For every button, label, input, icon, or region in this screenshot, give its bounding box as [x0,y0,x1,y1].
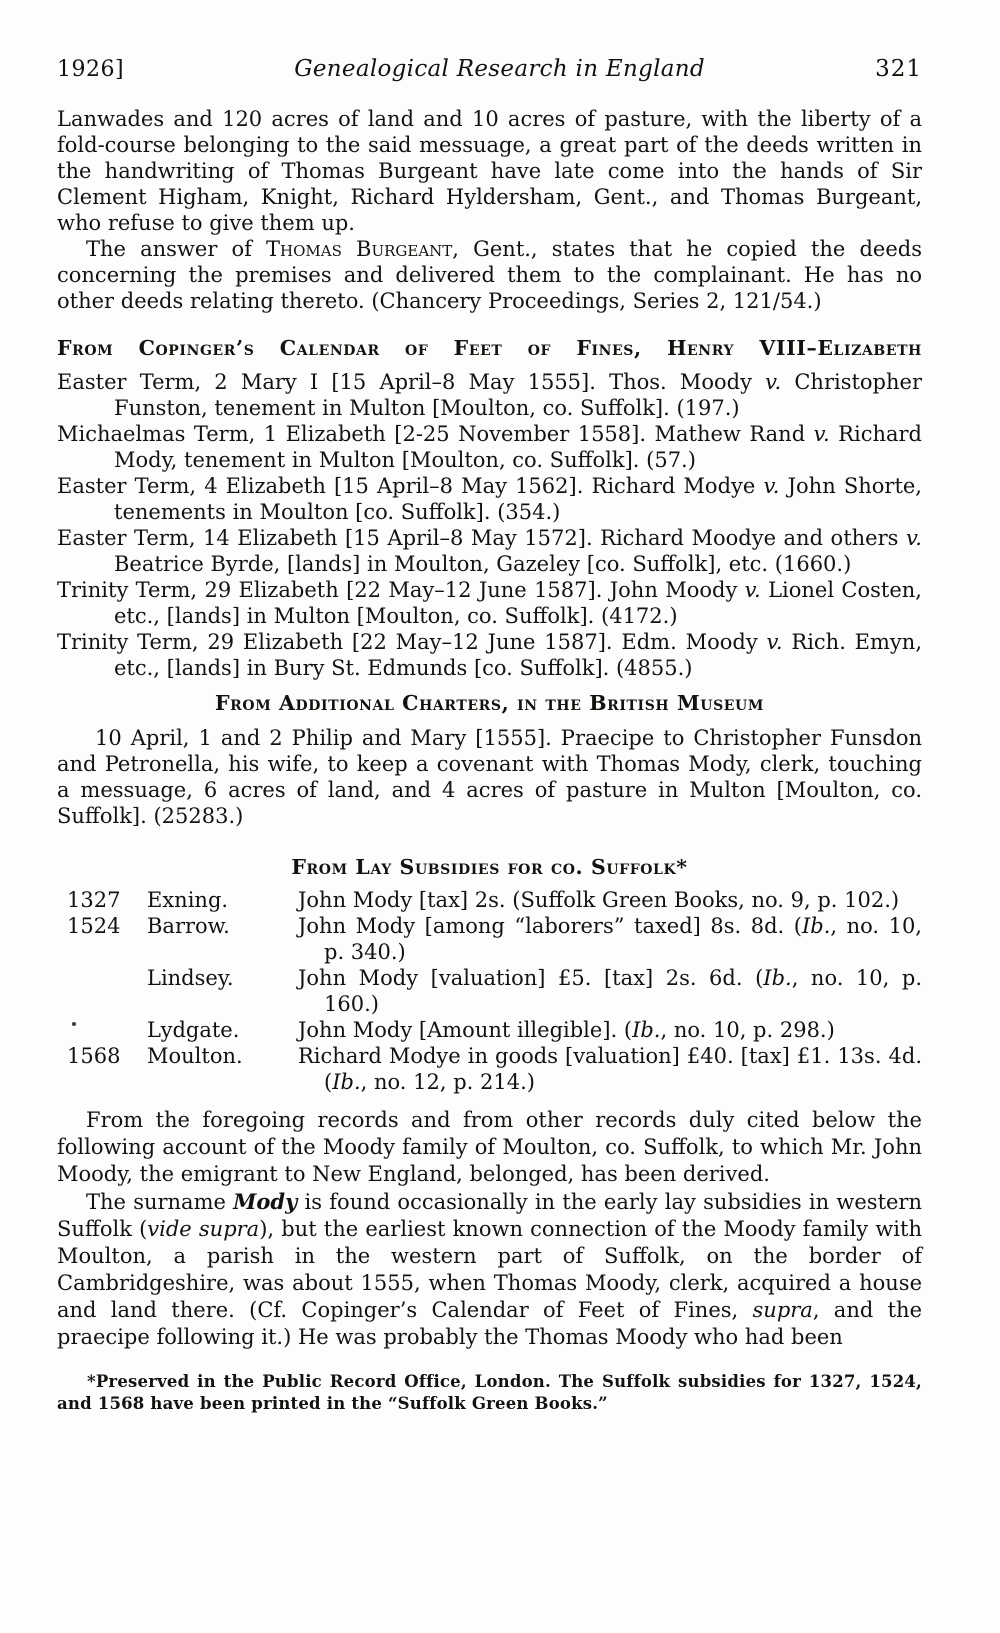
subsidy-place: Exning. [147,888,229,912]
subsidy-year [57,965,147,1017]
feet-of-fines-list [57,369,922,681]
lay-subsidies-table [57,887,922,1095]
fine-entry: Trinity Term, 29 Elizabeth [22 May–12 June 1587]. Edm. Moody v. Rich. Emyn, etc., [lands] in Bury St. Edmunds [co. Suffolk]. (4855.) [57,630,922,680]
table-row [57,887,922,913]
fine-entry: Easter Term, 2 Mary I [15 April–8 May 1555]. Thos. Moody v. Christopher Funston, tenement in Multon [Moulton, co. Suffolk]. (197.) [57,370,922,420]
table-row [57,965,922,1017]
scan-ink-speck [72,1022,76,1026]
section-heading-lay-subsidies: From Lay Subsidies for co. Suffolk* [291,855,688,879]
subsidy-year: 1327 [67,888,121,912]
subsidy-year: 1568 [67,1044,121,1068]
page-number: 321 [875,56,922,82]
table-row [57,1043,922,1095]
subsidy-description: Richard Modye in goods [valuation] £40. [tax] £1. 13s. 4d. (Ib., no. 12, p. 214.) [298,1044,922,1094]
subsidy-place: Lindsey. [147,966,234,990]
section-heading-additional-charters: From Additional Charters, in the British Museum [215,691,764,715]
subsidy-place: Moulton. [147,1044,243,1068]
subsidy-year [57,1017,147,1043]
paragraph-answer-burgeant: The answer of Thomas Burgeant, Gent., states that he copied the deeds concerning the premises and delivered them to the complainant. He has no other deeds relating thereto. (Chancery Proceedings, Series 2, 121/54.) [57,237,922,313]
fine-entry: Easter Term, 4 Elizabeth [15 April–8 May 1562]. Richard Modye v. John Shorte, tenements in Moulton [co. Suffolk]. (354.) [57,474,922,524]
subsidy-description: John Mody [Amount illegible]. (Ib., no. 10, p. 298.) [298,1018,835,1042]
subsidy-place: Barrow. [147,914,230,938]
header-year-bracket: 1926] [57,57,125,82]
paragraph-lanwades: Lanwades and 120 acres of land and 10 acres of pasture, with the liberty of a fold-course belonging to the said messuage, a great part of the deeds written in the handwriting of Thomas Burgeant have late come into the hands of Sir Clement Higham, Knight, Richard Hyldersham, Gent., and Thomas Burgeant, who refuse to give them up. [57,107,922,235]
paragraph-praecipe: 10 April, 1 and 2 Philip and Mary [1555]. Praecipe to Christopher Funsdon and Petronella, his wife, to keep a covenant with Thomas Mody, clerk, touching a messuage, 6 acres of land, and 4 acres of pasture in Multon [Moulton, co. Suffolk]. (25283.) [57,726,922,828]
running-title: Genealogical Research in England [294,56,705,82]
subsidy-year: 1524 [67,914,121,938]
fine-entry: Trinity Term, 29 Elizabeth [22 May–12 June 1587]. John Moody v. Lionel Costen, etc., [lands] in Multon [Moulton, co. Suffolk]. (4172.) [57,578,922,628]
subsidy-description: John Mody [among “laborers” taxed] 8s. 8d. (Ib., no. 10, p. 340.) [298,914,922,964]
paragraph-surname-mody: The surname Mody is found occasionally in the early lay subsidies in western Suffolk (vide supra), but the earliest known connection of the Moody family with Moulton, a parish in the western part of Suffolk, on the border of Cambridgeshire, was about 1555, when Thomas Moody, clerk, acquired a house and land there. (Cf. Copinger’s Calendar of Feet of Fines, supra, and the praecipe following it.) He was probably the Thomas Moody who had been [57,1189,922,1349]
fine-entry: Michaelmas Term, 1 Elizabeth [2-25 November 1558]. Mathew Rand v. Richard Mody, tenement in Multon [Moulton, co. Suffolk]. (57.) [57,422,922,472]
subsidy-description: John Mody [valuation] £5. [tax] 2s. 6d. (Ib., no. 10, p. 160.) [298,966,922,1016]
table-row [57,913,922,965]
page-header [57,56,922,82]
footnote: *Preserved in the Public Record Office, London. The Suffolk subsidies for 1327, 1524, and 1568 have been printed in the “Suffolk Green Books.” [57,1372,922,1413]
subsidy-description: John Mody [tax] 2s. (Suffolk Green Books, no. 9, p. 102.) [298,888,900,912]
table-row [57,1017,922,1043]
paragraph-foregoing-records: From the foregoing records and from other records duly cited below the following account of the Moody family of Moulton, co. Suffolk, to which Mr. John Moody, the emigrant to New England, belonged, has been derived. [57,1108,922,1186]
fine-entry: Easter Term, 14 Elizabeth [15 April–8 May 1572]. Richard Moodye and others v. Beatrice Byrde, [lands] in Moulton, Gazeley [co. Suffolk], etc. (1660.) [57,526,922,576]
section-heading-feet-of-fines: From Copinger’s Calendar of Feet of Fines, Henry VIII–Elizabeth [57,336,922,360]
subsidy-place: Lydgate. [147,1018,240,1042]
